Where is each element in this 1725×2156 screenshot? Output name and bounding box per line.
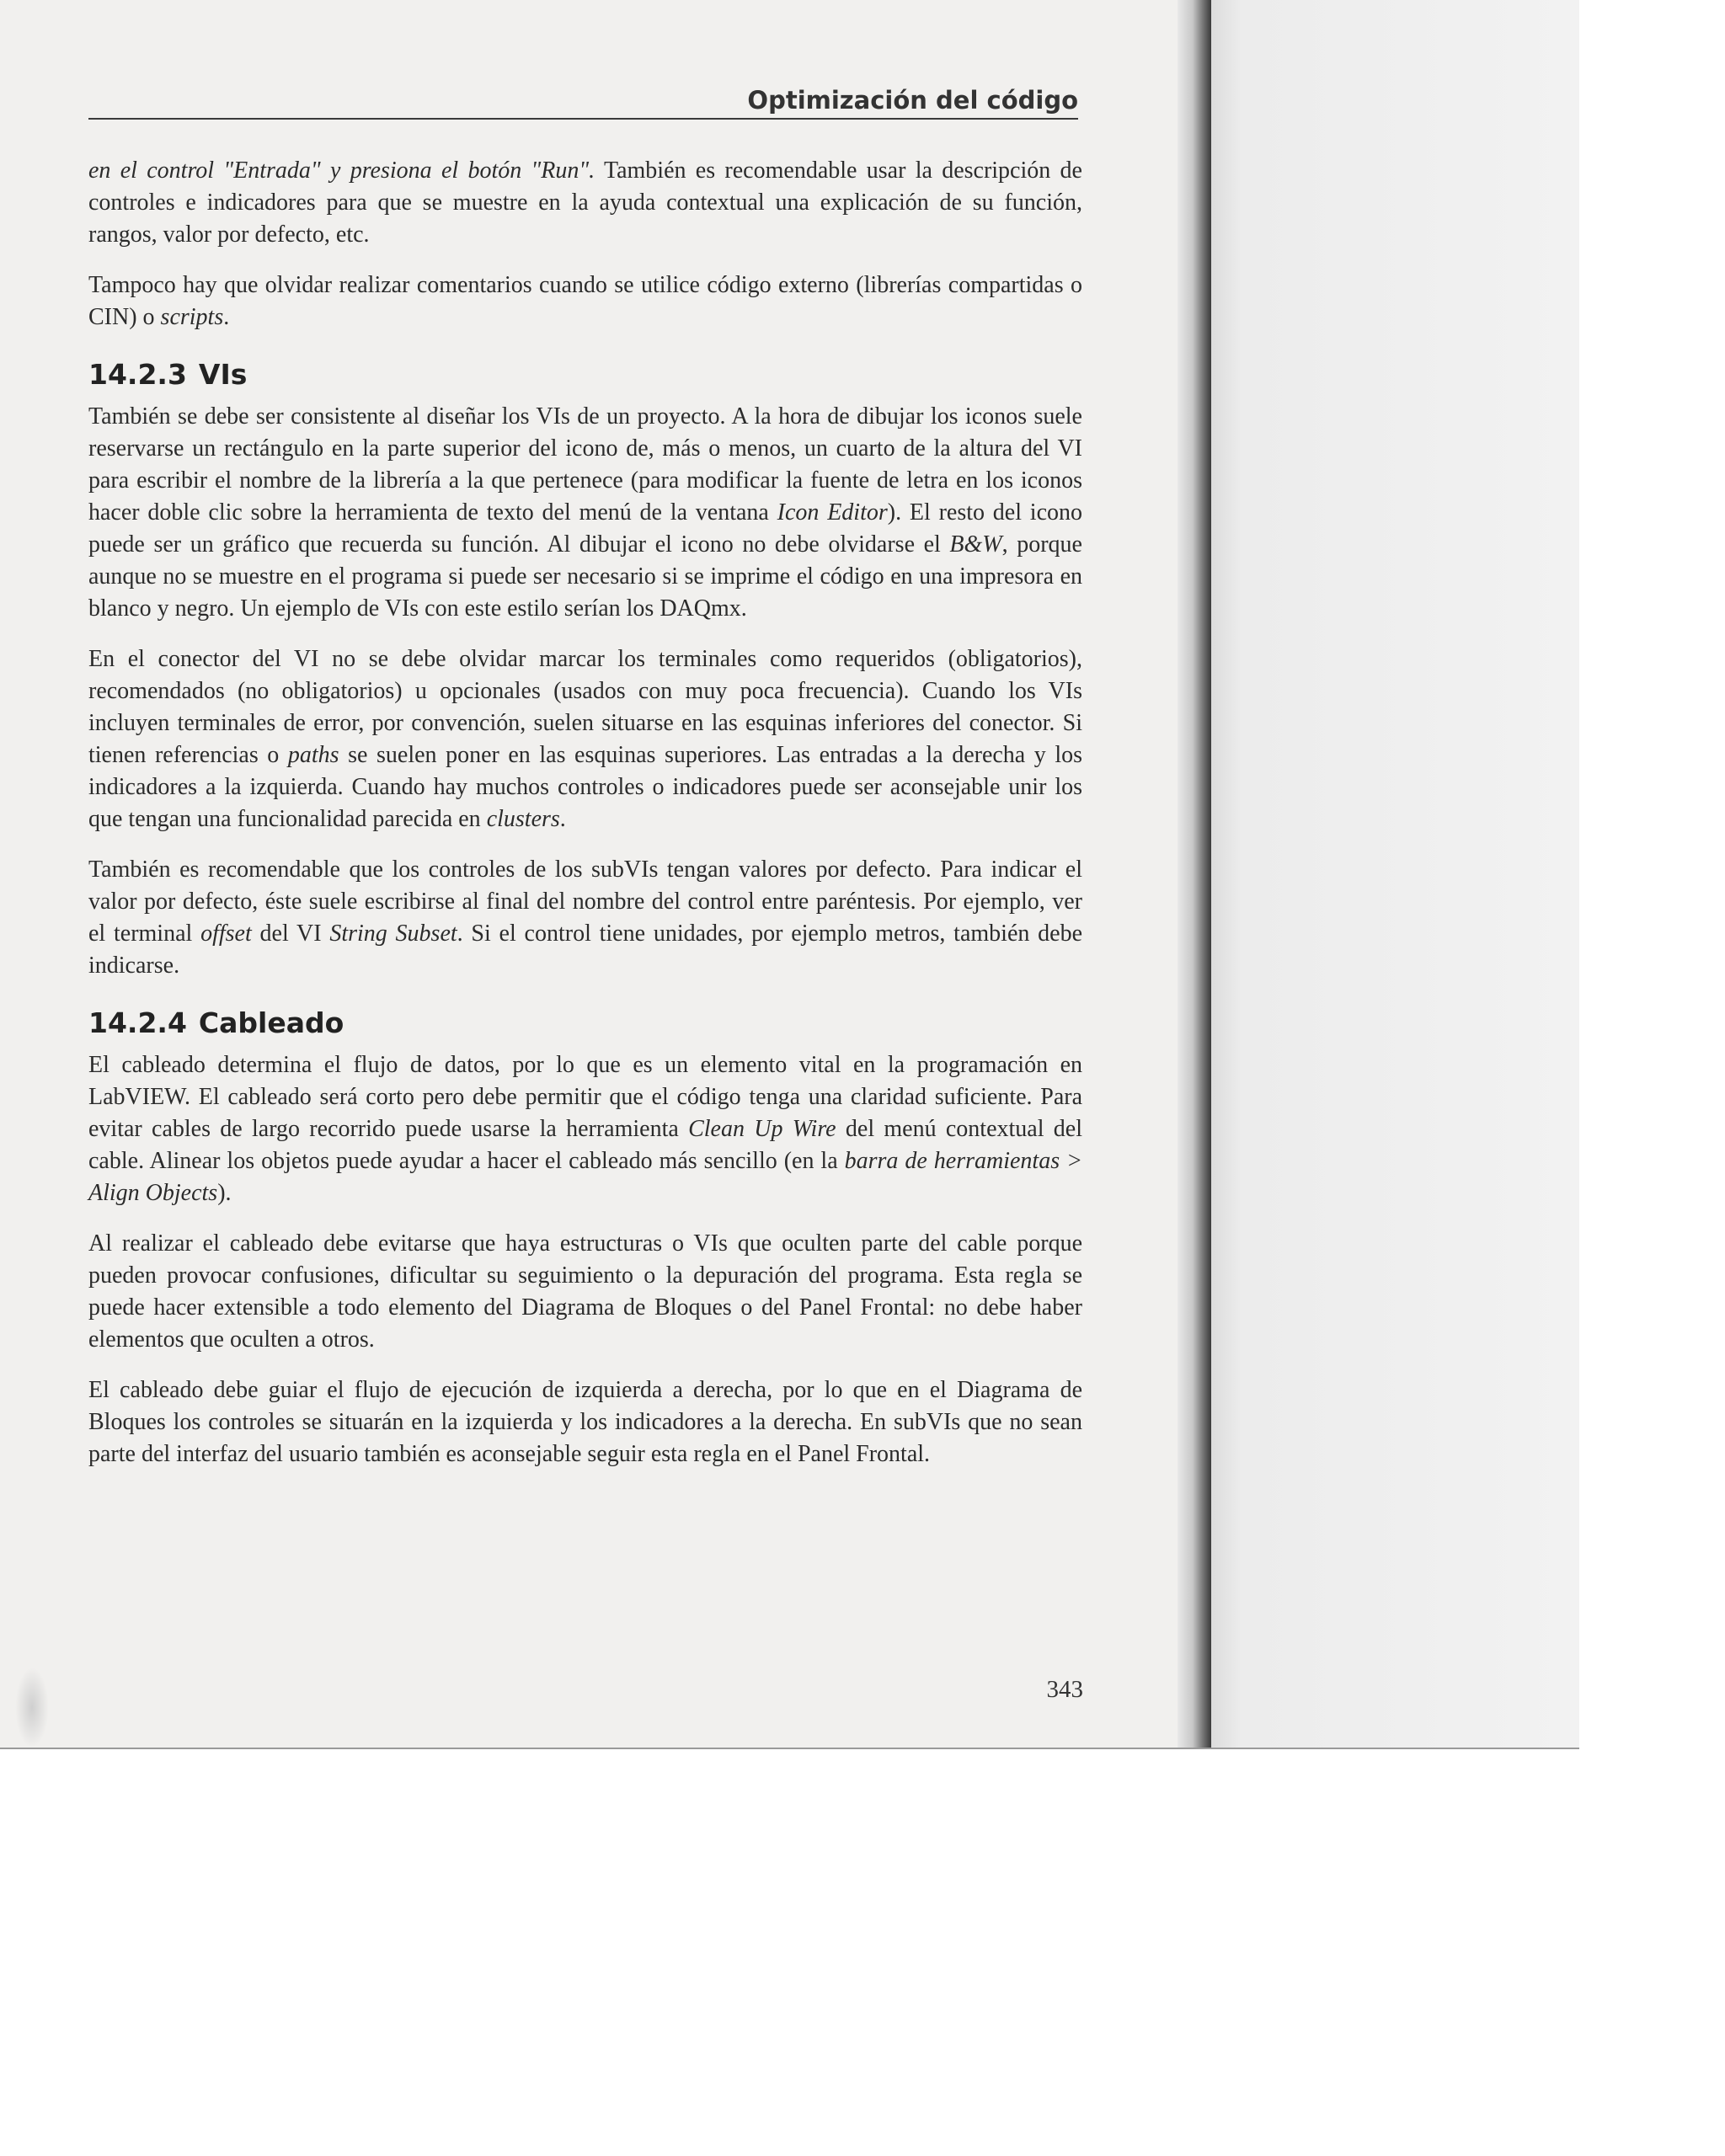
text-span: En el conector del VI no se debe olvidar marcar los terminales como requeridos (obligatorios), recomendados (no obligatorios) u opcionales (usados con muy poca frecuencia). Cuando los VIs incluyen terminales de error, por convención, suelen situarse en las esquinas inferiores del conector. Si tienen referencias o	[88, 646, 1082, 768]
italic-span: scripts	[160, 304, 224, 330]
paragraph-intro-2	[88, 270, 1082, 334]
italic-span: Icon Editor	[777, 499, 888, 526]
section-title: VIs	[198, 358, 248, 391]
text-span: También se debe ser consistente al diseñar los VIs de un proyecto. A la hora de dibujar los iconos suele reservarse un rectángulo en la parte superior del icono de, más o menos, un cuarto de la altura del VI para escribir el nombre de la librería a la que pertenece (para modificar la fuente de letra en los iconos hacer doble clic sobre la herramienta de texto del menú de la ventana	[88, 403, 1082, 526]
text-span: .	[559, 806, 566, 832]
section-heading-vis	[88, 357, 1082, 392]
text-span: También es recomendable usar la descripción de controles e indicadores para que se muestre en la ayuda contextual una explicación de su función, rangos, valor por defecto, etc.	[88, 157, 1082, 248]
italic-span: offset	[200, 921, 252, 947]
paragraph-cableado-1	[88, 1049, 1082, 1209]
paragraph-vis-1	[88, 401, 1082, 625]
italic-span: paths	[287, 742, 339, 768]
paragraph-cableado-2: Al realizar el cableado debe evitarse que haya estructuras o VIs que oculten parte del cable porque pueden provocar confusiones, dificultar su seguimiento o la depuración del programa. Esta regla se puede hacer extensible a todo elemento del Diagrama de Bloques o del Panel Frontal: no debe haber elementos que oculten a otros.	[88, 1230, 1082, 1353]
section-title: Cableado	[198, 1006, 344, 1039]
text-span: se suelen poner en las esquinas superiores. Las entradas a la derecha y los indicadores a la izquierda. Cuando hay muchos controles o indicadores puede ser aconsejable unir los que tengan una funcionalidad parecida en	[88, 742, 1083, 832]
paragraph-vis-2	[88, 643, 1082, 835]
paragraph-intro-1	[88, 155, 1082, 251]
text-span: , porque aunque no se muestre en el programa si puede ser necesario si se imprime el código en una impresora en blanco y negro. Un ejemplo de VIs con este estilo serían los DAQmx.	[88, 531, 1082, 622]
italic-span: en el control "Entrada" y presiona el botón "Run".	[88, 157, 595, 184]
text-span: del VI	[251, 921, 330, 947]
running-head-title: Optimización del código	[747, 86, 1078, 115]
italic-span: B&W	[949, 531, 1002, 558]
text-span: ).	[217, 1180, 232, 1206]
italic-span: barra de herramientas > Align Objects	[88, 1148, 1082, 1206]
facing-page-edge	[1211, 0, 1579, 1748]
text-span: Tampoco hay que olvidar realizar comentarios cuando se utilice código externo (librerías compartidas o CIN) o	[88, 272, 1082, 330]
text-span: del menú contextual del cable. Alinear los objetos puede ayudar a hacer el cableado más sencillo (en la	[88, 1116, 1082, 1174]
italic-span: Clean Up Wire	[688, 1116, 836, 1142]
italic-span: String Subset	[329, 921, 457, 947]
text-span: También es recomendable que los controles de los subVIs tengan valores por defecto. Para indicar el valor por defecto, éste suele escribirse al final del nombre del control entre paréntesis. Por ejemplo, ver el terminal	[88, 857, 1082, 947]
section-number: 14.2.3	[88, 358, 187, 391]
running-head	[88, 83, 1078, 120]
page-number: 343	[1046, 1676, 1083, 1703]
page-body	[88, 155, 1082, 1489]
text-span: . Si el control tiene unidades, por ejemplo metros, también debe indicarse.	[88, 921, 1082, 979]
text-span: El cableado determina el flujo de datos, por lo que es un elemento vital en la programación en LabVIEW. El cableado será corto pero debe permitir que el código tenga una claridad suficiente. Para evitar cables de largo recorrido puede usarse la herramienta	[88, 1052, 1082, 1142]
text-span: ). El resto del icono puede ser un gráfico que recuerda su función. Al dibujar el icono no debe olvidarse el	[88, 499, 1082, 558]
italic-span: clusters	[486, 806, 560, 832]
text-span: .	[223, 304, 230, 330]
section-heading-cableado	[88, 1006, 1082, 1041]
scan-smudge	[15, 1668, 49, 1748]
book-spine-shadow	[1178, 0, 1211, 1748]
paragraph-cableado-3: El cableado debe guiar el flujo de ejecución de izquierda a derecha, por lo que en el Diagrama de Bloques los controles se situarán en la izquierda y los indicadores a la derecha. En subVIs que no sean parte del interfaz del usuario también es aconsejable seguir esta regla en el Panel Frontal.	[88, 1377, 1082, 1467]
section-number: 14.2.4	[88, 1006, 187, 1039]
paragraph-vis-3	[88, 854, 1082, 982]
